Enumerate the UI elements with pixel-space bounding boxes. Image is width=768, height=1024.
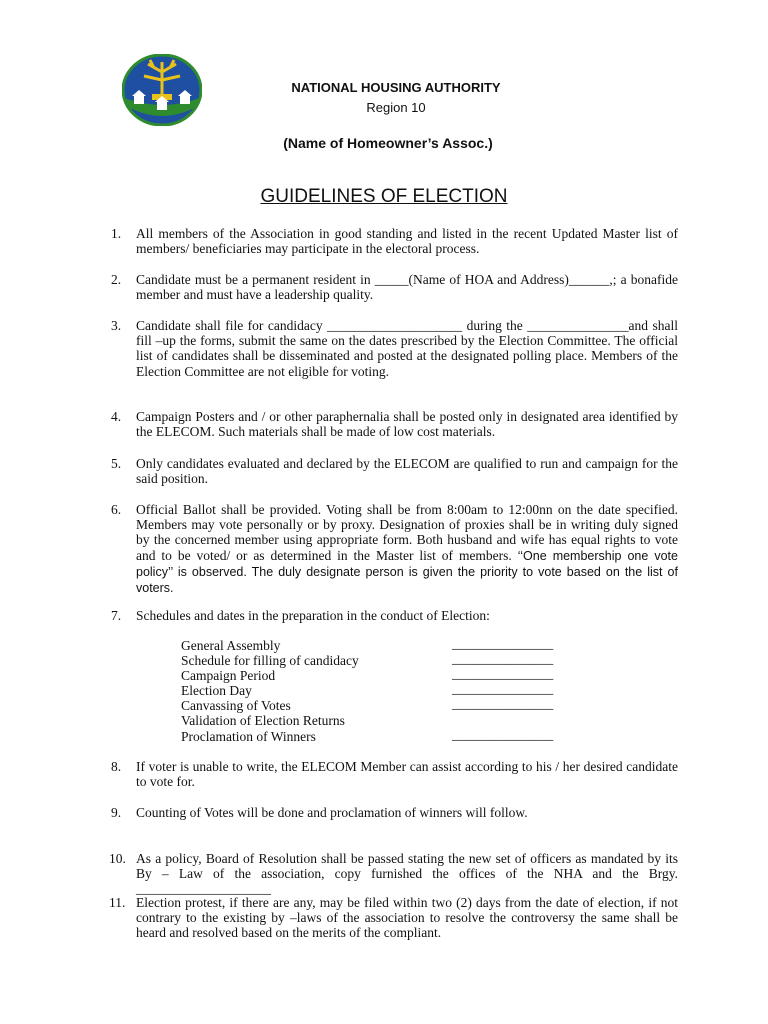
guideline-item: [111, 409, 678, 439]
schedule-blank: _______________: [452, 696, 554, 711]
schedule-label: General Assembly: [181, 638, 281, 653]
schedule-blank: _______________: [452, 681, 554, 696]
schedule-label: Proclamation of Winners: [181, 729, 316, 744]
schedule-blank: _______________: [452, 651, 554, 666]
schedule-label: Election Day: [181, 683, 252, 698]
item-number: 1.: [111, 226, 122, 241]
schedule-blank: _______________: [452, 636, 554, 651]
region: Region 10: [366, 100, 426, 115]
guideline-item: [111, 226, 678, 256]
item-text-part: Official Ballot shall be provided. Voting shall be from 8:00am to 12:00nn on the date specified. Members may vote personally or by proxy. Designation of proxies shall be in writing duly signed by the concerned member using appropriate form. Both husband and wife has equal rights to vote and to be voted/ or as determined in the Master list of members.: [136, 502, 678, 563]
item-text: Campaign Posters and / or other paraphernalia shall be posted only in designated area identified by the ELECOM. Such materials shall be made of low cost materials.: [136, 409, 678, 440]
item-number: 4.: [111, 409, 122, 424]
page-title: GUIDELINES OF ELECTION: [260, 186, 508, 207]
item-text-part: ‘‘One membership one vote policy’’ is observed. The duly designate person is given the priority to vote based on the list of voters.: [136, 548, 678, 596]
item-text: Election protest, if there are any, may be filed within two (2) days from the date of election, if not contrary to the existing by –laws of the association to resolve the controversy the same shall be heard and resolved based on the merits of the compliant.: [136, 895, 678, 941]
item-number: 3.: [111, 318, 122, 333]
schedule-label: Campaign Period: [181, 668, 276, 683]
item-number: 8.: [111, 759, 122, 774]
item-text: If voter is unable to write, the ELECOM Member can assist according to his / her desired candidate to vote for.: [136, 759, 678, 790]
item-number: 11.: [109, 895, 126, 910]
item-text: Only candidates evaluated and declared by the ELECOM are qualified to run and campaign for the said position.: [136, 456, 678, 487]
schedule-label: Canvassing of Votes: [181, 698, 291, 713]
item-number: 2.: [111, 272, 122, 287]
item-text: All members of the Association in good standing and listed in the recent Updated Master list of members/ beneficiaries may participate in the electoral process.: [136, 226, 678, 257]
guideline-item: [111, 759, 678, 789]
item-text: As a policy, Board of Resolution shall be passed stating the new set of officers as mandated by its By – Law of the association, copy furnished the offices of the NHA and the Brgy. ____________________: [136, 851, 678, 897]
guideline-item: [111, 895, 678, 941]
assoc-name: (Name of Homeowner’s Assoc.): [283, 135, 493, 151]
guideline-item: [111, 272, 678, 302]
schedule-blank: _______________: [452, 727, 554, 742]
item-text: Candidate must be a permanent resident in _____(Name of HOA and Address)______,; a bonafide member and must have a leadership quality.: [136, 272, 678, 303]
guideline-item: [111, 456, 678, 486]
item-number: 10.: [109, 851, 126, 866]
schedule-label: Schedule for filling of candidacy: [181, 653, 359, 668]
guideline-item: [111, 608, 678, 623]
guideline-item: [111, 805, 678, 820]
item-number: 6.: [111, 502, 122, 517]
guideline-item: [111, 318, 678, 379]
item-text: Counting of Votes will be done and proclamation of winners will follow.: [136, 805, 528, 820]
guideline-item: [111, 502, 678, 596]
item-text: Candidate shall file for candidacy ____________________ during the _______________and shall fill –up the forms, submit the same on the dates prescribed by the Election Committee. The official list of candidates shall be disseminated and posted at the designated polling place. Members of the Election Committee are not eligible for voting.: [136, 318, 678, 379]
item-number: 5.: [111, 456, 122, 471]
item-number: 7.: [111, 608, 122, 623]
guideline-item: [111, 851, 678, 897]
org-name: NATIONAL HOUSING AUTHORITY: [291, 80, 501, 95]
schedule-label: Validation of Election Returns: [181, 713, 345, 728]
item-number: 9.: [111, 805, 122, 820]
schedule-blank: _______________: [452, 666, 554, 681]
item-text: Schedules and dates in the preparation in the conduct of Election:: [136, 608, 490, 623]
item-text: [136, 502, 678, 596]
